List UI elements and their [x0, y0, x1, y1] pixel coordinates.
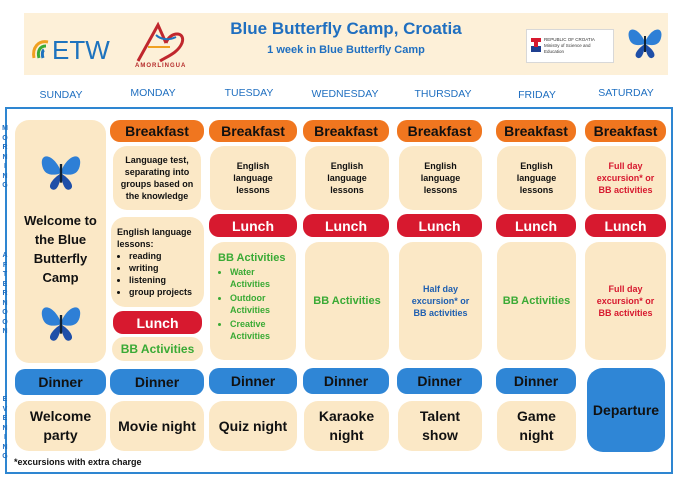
saturday-morning: Full day excursion* or BB activities — [585, 146, 666, 210]
wednesday-lunch: Lunch — [303, 214, 389, 237]
side-label-morning: M O R N I N G — [2, 125, 8, 189]
thursday-dinner: Dinner — [397, 368, 482, 394]
wednesday-evening: Karaoke night — [304, 401, 389, 451]
monday-morning: Language test, separating into groups based on the knowledge — [113, 146, 201, 210]
list-item: • listening — [129, 274, 192, 286]
thursday-evening: Talent show — [398, 401, 482, 451]
amorlingua-text: AMORLINGUA — [135, 63, 187, 69]
page-title: Blue Butterfly Camp, Croatia — [230, 19, 462, 38]
wednesday-morning: English language lessons — [305, 146, 389, 210]
day-friday: FRIDAY — [518, 89, 556, 101]
saturday-departure: Departure — [587, 368, 665, 452]
monday-breakfast: Breakfast — [110, 120, 204, 142]
sunday-evening: Welcome party — [15, 401, 106, 451]
list-item: • Creative Activities — [230, 318, 290, 342]
thursday-lunch: Lunch — [397, 214, 482, 237]
sunday-welcome-text: Welcome to the Blue Butterfly Camp — [24, 213, 97, 285]
ministry-line2: Ministry of Science and — [544, 43, 591, 48]
monday-evening: Movie night — [110, 401, 204, 451]
friday-breakfast: Breakfast — [496, 120, 576, 142]
saturday-afternoon: Full day excursion* or BB activities — [585, 242, 666, 360]
thursday-breakfast: Breakfast — [397, 120, 482, 142]
butterfly-icon — [626, 24, 664, 65]
day-tuesday: TUESDAY — [224, 87, 274, 99]
saturday-lunch: Lunch — [585, 214, 666, 237]
header-banner — [24, 13, 668, 75]
croatia-flag-icon — [531, 38, 541, 52]
day-thursday: THURSDAY — [414, 88, 472, 100]
tuesday-afternoon-title: BB Activities — [218, 252, 286, 264]
list-item: • writing — [129, 262, 192, 274]
side-label-afternoon: A F T E R N O O N — [2, 252, 8, 335]
tuesday-evening: Quiz night — [209, 401, 297, 451]
thursday-afternoon: Half day excursion* or BB activities — [399, 242, 482, 360]
monday-lunch: Lunch — [113, 311, 202, 334]
wednesday-breakfast: Breakfast — [303, 120, 389, 142]
sunday-welcome-card — [15, 120, 106, 363]
friday-morning: English language lessons — [497, 146, 576, 210]
tuesday-afternoon — [210, 242, 296, 360]
wednesday-afternoon: BB Activities — [305, 242, 389, 360]
ministry-line3: Education — [544, 49, 565, 54]
butterfly-icon — [38, 150, 84, 197]
tuesday-lunch: Lunch — [209, 214, 297, 237]
friday-dinner: Dinner — [496, 368, 576, 394]
page-subtitle: 1 week in Blue Butterfly Camp — [267, 44, 425, 56]
wednesday-dinner: Dinner — [303, 368, 389, 394]
thursday-morning: English language lessons — [399, 146, 482, 210]
friday-lunch: Lunch — [496, 214, 576, 237]
day-wednesday: WEDNESDAY — [311, 88, 379, 100]
list-item: • Water Activities — [230, 266, 290, 290]
list-item: • Outdoor Activities — [230, 292, 290, 316]
saturday-breakfast: Breakfast — [585, 120, 666, 142]
side-label-evening: E V E N I N G — [2, 396, 8, 460]
tuesday-dinner: Dinner — [209, 368, 297, 394]
monday-dinner: Dinner — [110, 369, 204, 395]
list-item: • reading — [129, 250, 192, 262]
day-saturday: SATURDAY — [598, 87, 654, 99]
butterfly-icon — [38, 301, 84, 348]
etw-logo: ETW — [30, 35, 110, 66]
tuesday-afternoon-list — [218, 266, 290, 342]
monday-afternoon-list — [117, 250, 192, 298]
ministry-line1: REPUBLIC OF CROATIA — [544, 37, 595, 42]
sunday-dinner: Dinner — [15, 369, 106, 395]
day-sunday: SUNDAY — [39, 89, 83, 101]
monday-afternoon-title: English language lessons: — [117, 227, 192, 249]
monday-bb-activities: BB Activities — [112, 337, 203, 361]
day-monday: MONDAY — [130, 87, 176, 99]
monday-afternoon — [111, 217, 204, 307]
footnote: *excursions with extra charge — [14, 457, 142, 467]
list-item: • group projects — [129, 286, 192, 298]
friday-afternoon: BB Activities — [497, 242, 576, 360]
tuesday-breakfast: Breakfast — [209, 120, 297, 142]
ministry-logo — [526, 29, 614, 63]
tuesday-morning: English language lessons — [210, 146, 296, 210]
friday-evening: Game night — [497, 401, 576, 451]
